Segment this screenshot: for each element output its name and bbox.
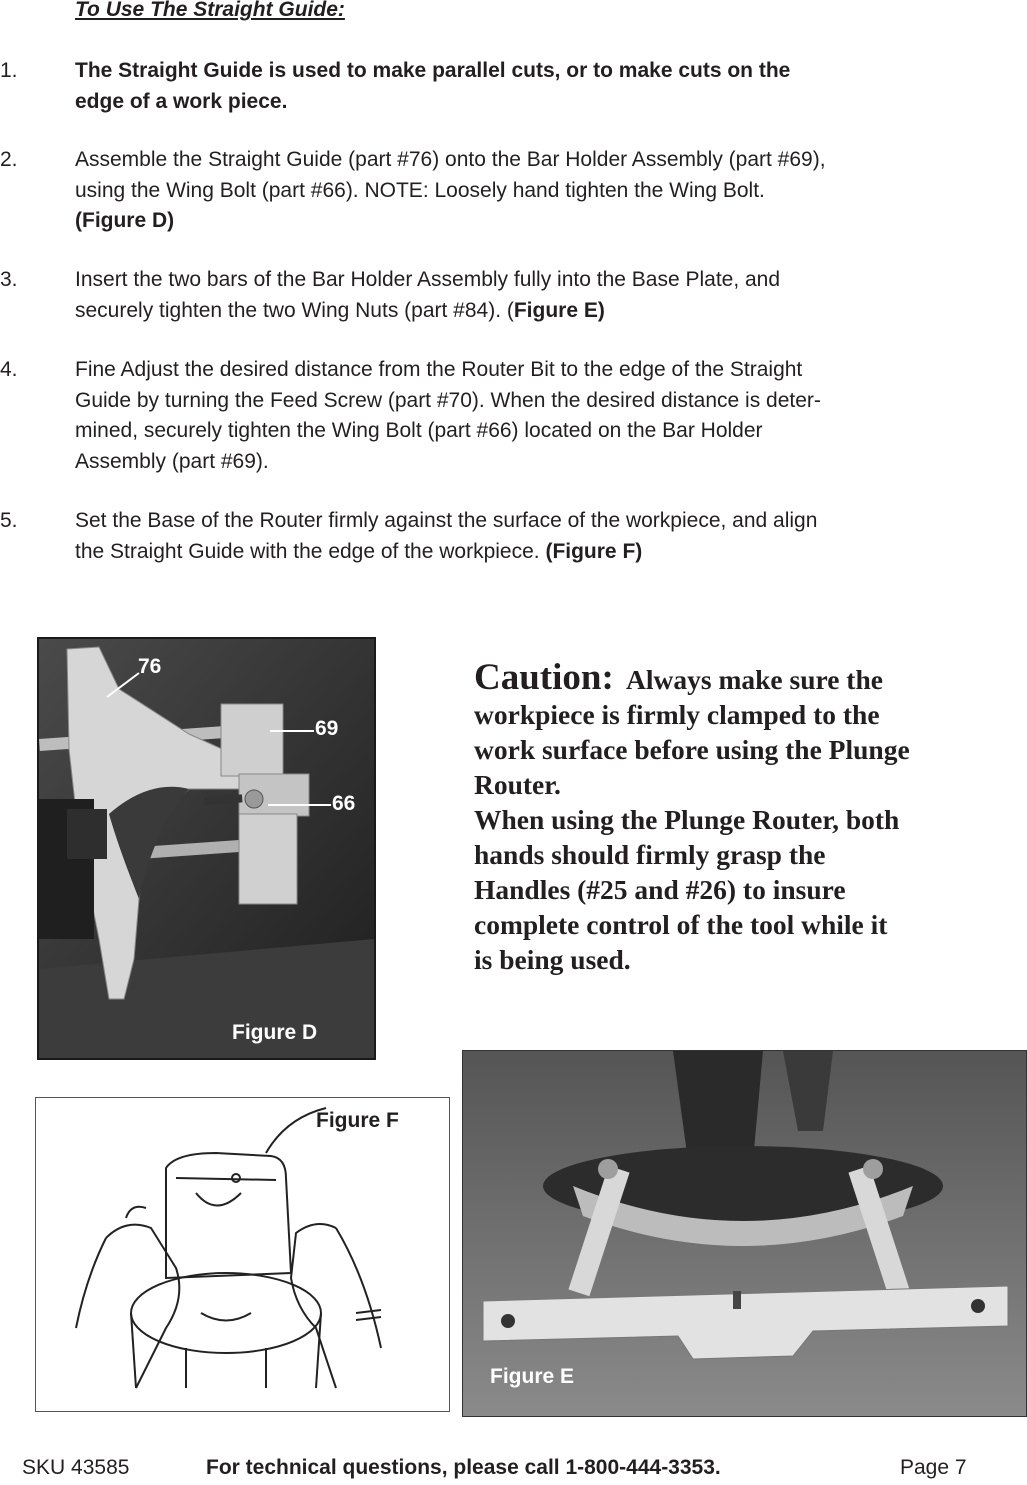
step-text-line: securely tighten the two Wing Nuts (part #84). (: [75, 298, 514, 322]
step-number: 3.: [0, 268, 18, 291]
step-number: 5.: [0, 509, 18, 532]
step-text-line: the Straight Guide with the edge of the workpiece.: [75, 539, 546, 563]
step-text-line: Assembly (part #69).: [75, 449, 269, 473]
figure-f-label: Figure F: [316, 1109, 399, 1132]
step-text-line: Insert the two bars of the Bar Holder Assembly fully into the Base Plate, and: [75, 268, 781, 291]
figure-d-photo: [37, 637, 376, 1060]
sku-number: 43585: [71, 1456, 130, 1479]
footer-sku: [22, 1456, 129, 1480]
base-plate-photo-illustration: [463, 1051, 1026, 1416]
step-text-line: edge of a work piece.: [75, 89, 288, 113]
caution-line: Always make sure the: [626, 664, 883, 695]
straight-guide-photo-illustration: [39, 639, 374, 1058]
caution-line: Handles (#25 and #26) to insure: [474, 874, 846, 905]
step-number: 4.: [0, 358, 18, 381]
callout-66: 66: [332, 792, 356, 815]
step-text-line: using the Wing Bolt (part #66). NOTE: Loosely hand tighten the Wing Bolt.: [75, 178, 765, 202]
sku-label: SKU: [22, 1456, 66, 1479]
caution-line: Router.: [474, 769, 561, 800]
figure-e-label: Figure E: [490, 1365, 575, 1388]
figure-e-photo: [462, 1050, 1027, 1417]
page-number: Page 7: [900, 1456, 967, 1479]
section-heading: To Use The Straight Guide:: [75, 0, 345, 21]
step-number: 2.: [0, 148, 18, 171]
figure-reference: (Figure D): [75, 209, 175, 232]
step-text-line: Assemble the Straight Guide (part #76) onto the Bar Holder Assembly (part #69),: [75, 148, 826, 171]
callout-69: 69: [315, 717, 339, 740]
callout-76: 76: [138, 655, 162, 678]
figure-reference: Figure E): [513, 298, 605, 322]
figure-f-drawing: [35, 1097, 450, 1412]
step-number: 1.: [0, 59, 18, 82]
step-text-line: Guide by turning the Feed Screw (part #70). When the desired distance is deter-: [75, 388, 821, 412]
step-text-line: Fine Adjust the desired distance from the Router Bit to the edge of the Straight: [75, 358, 803, 381]
caution-line: complete control of the tool while it: [474, 909, 888, 940]
step-text-line: Set the Base of the Router firmly against the surface of the workpiece, and align: [75, 509, 818, 532]
caution-line: is being used.: [474, 944, 631, 975]
caution-line: work surface before using the Plunge: [474, 734, 910, 765]
figure-d-label: Figure D: [232, 1021, 318, 1044]
footer-technical-questions: For technical questions, please call 1-800-444-3353.: [206, 1456, 721, 1479]
step-text-line: The Straight Guide is used to make parallel cuts, or to make cuts on the: [75, 59, 791, 82]
caution-notice: [474, 657, 974, 977]
caution-line: hands should firmly grasp the: [474, 839, 826, 870]
caution-line: When using the Plunge Router, both: [474, 804, 900, 835]
step-text-line: mined, securely tighten the Wing Bolt (part #66) located on the Bar Holder: [75, 419, 763, 442]
caution-line: workpiece is firmly clamped to the: [474, 699, 880, 730]
figure-reference: (Figure F): [545, 539, 643, 563]
caution-title: Caution:: [474, 657, 614, 698]
router-hands-illustration: [36, 1098, 449, 1411]
